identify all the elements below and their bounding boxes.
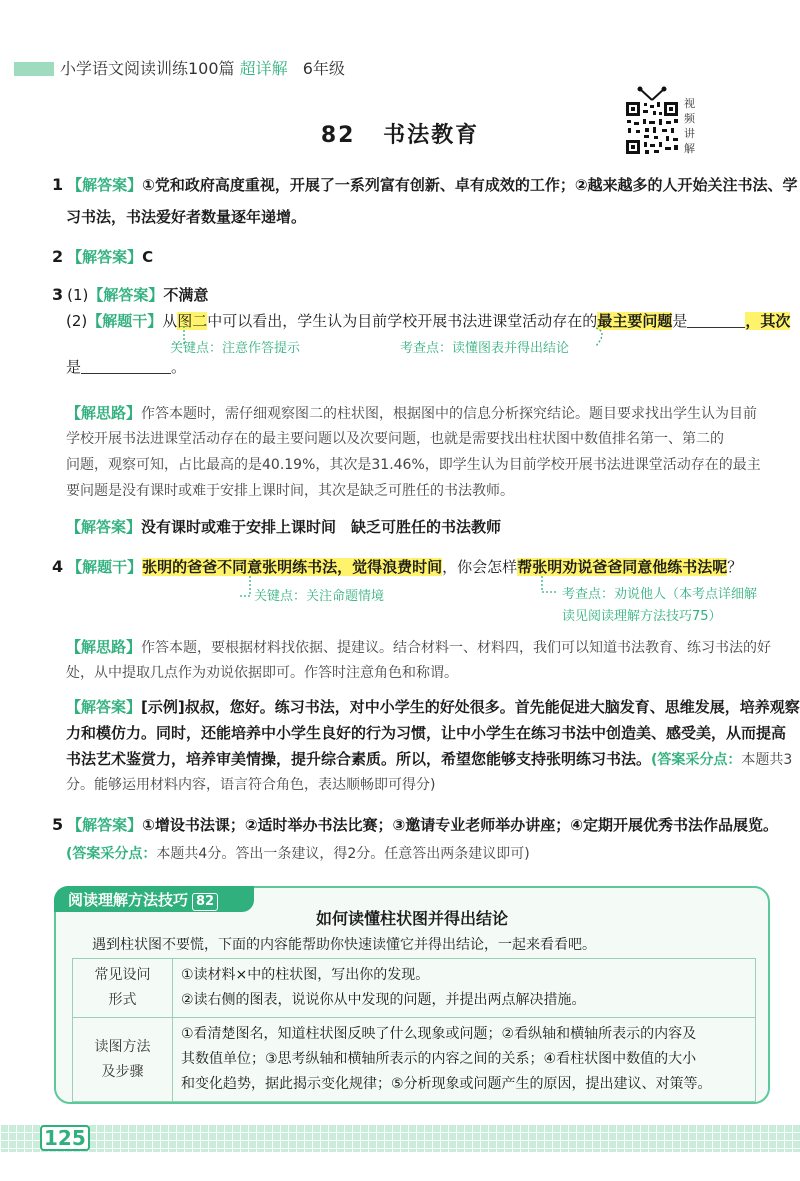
q4-note2-arrow-icon [538,574,560,598]
q3-stem-8: 。 [171,358,187,376]
method-row-content [173,959,756,1018]
q3-blank-2[interactable] [81,358,171,374]
q4-highlight-situation: 张明的爸爸不同意张明练书法，觉得浪费时间 [142,558,443,576]
page-footer-pattern [0,1124,800,1152]
q1-line1 [52,174,798,196]
q4-answer-line1 [66,696,800,718]
method-row-line: 其数值单位；③思考纵轴和横轴所表示的内容之间的关系；④看柱状图中数值的大小 [181,1051,697,1067]
chapter-number: 82 [320,123,356,148]
q5-number: 5 [52,815,64,834]
q4-score-tag: (答案采分点： [651,752,742,768]
method-row-line: ①看清楚图名，知道柱状图反映了什么现象或问题；②看纵轴和横轴所表示的内容及 [181,1026,697,1042]
method-row-header-2: 形式 [108,992,137,1008]
q2-line [52,246,153,268]
q3-highlight-figure: 图二 [177,312,208,330]
q4-stem-4: ？ [727,558,743,576]
method-row-line: ②读右侧的图表，说说你从中发现的问题，并提出两点解决措施。 [181,992,586,1008]
q4-think-tag: 【解思路】 [66,638,142,656]
method-row [73,1018,756,1102]
q4-think1 [66,636,771,659]
q4-answer-line3 [66,748,792,771]
q3-think1 [66,402,757,425]
q3-line3 [66,356,186,378]
q3-stem-5: 是 [672,312,688,330]
q3-note1-arrow-icon [170,324,186,346]
q3-answer1: 不满意 [163,286,209,304]
q3-think-tag: 【解思路】 [66,404,142,422]
q3-note1 [170,336,300,360]
q2-number: 2 [52,247,64,266]
q3-stem-tag: 【解题干】 [87,312,163,330]
method-tab-label: 阅读理解方法技巧 [68,891,189,909]
method-row-line: ①读材料×中的柱状图，写出你的发现。 [181,967,430,983]
q4-answer-tag: 【解答案】 [66,698,142,716]
method-row-content [173,1018,756,1102]
q4-note1-arrow-icon [236,574,254,600]
q1-answer-text: ①党和政府高度重视，开展了一系列富有创新、卓有成效的工作；②越来越多的人开始关注书法、学 [142,176,798,194]
method-row-header-1: 读图方法 [94,1038,151,1055]
book-title-text: 小学语文阅读训练100篇 [60,59,235,78]
method-title: 如何读懂柱状图并得出结论 [315,909,508,928]
method-row-header-2: 及步骤 [101,1063,144,1080]
q3-stem-3: 中可以看出，学生认为目前学校开展书法进课堂活动存在的 [207,312,598,330]
q2-answer-tag: 【解答案】 [67,248,143,266]
q5-answer-tag: 【解答案】 [67,816,143,834]
qr-label: 视频讲解 [684,97,695,155]
q4-think2: 处，从中提取几点作为劝说依据即可。作答时注意角色和称谓。 [66,665,458,681]
q3-line1 [52,284,208,306]
q3-note-keypoint: 关键点：注意作答提示 [170,341,301,356]
chapter-name: 书法教育 [383,123,480,148]
q3-blank-1[interactable] [687,312,745,328]
method-row-header [73,1018,173,1102]
q4-score-1: 本题共3 [741,752,793,768]
tv-antenna-icon [634,86,670,102]
q4-answer-2: 力和模仿力。同时，还能培养中小学生良好的行为习惯，让中小学生在练习书法中创造美、感受美，从而提高 [66,724,787,742]
q1-line2 [66,206,306,228]
method-row [73,959,756,1018]
q3-answer-tag: 【解答案】 [88,286,164,304]
q3-think2: 学校开展书法进课堂活动存在的最主要问题以及次要问题，也就是需要找出柱状图中数值排名第一、第二的 [66,431,724,447]
q3-answer2: 没有课时或难于安排上课时间 缺乏可胜任的书法教师 [141,518,502,536]
method-intro: 遇到柱状图不要慌，下面的内容能帮助你快速读懂它并得出结论，一起来看看吧。 [92,937,596,953]
q5-answer: ①增设书法课；②适时举办书法比赛；③邀请专业老师举办讲座；④定期开展优秀书法作品展览。 [142,816,778,834]
page-number: 125 [40,1125,90,1151]
q3-highlight-main-problem: 最主要问题 [597,312,673,330]
q4-answer-1: [示例]叔叔，您好。练习书法，对中小学生的好处很多。首先能促进大脑发育、思维发展，培养观察 [141,698,800,716]
method-row-header-1: 常见设问 [94,967,151,983]
q3-think-text-1: 作答本题时，需仔细观察图二的柱状图，根据图中的信息分析探究结论。题目要求找出学生认为目前 [141,406,758,422]
q3-stem-1: 从 [162,312,178,330]
q2-answer: C [142,248,154,266]
q1-number: 1 [52,175,64,194]
q5-line1 [52,814,778,836]
header-color-bar [14,62,54,76]
q4-note-keypoint: 关键点：关注命题情境 [254,589,385,604]
q5-score-tag: (答案采分点： [66,846,157,862]
book-grade: 6年级 [302,59,345,78]
q3-highlight-next: ，其次 [745,312,791,330]
q1-answer-text-2: 习书法，书法爱好者数量逐年递增。 [66,208,307,226]
q3-note2 [400,336,569,360]
method-tab-number: 82 [192,893,218,911]
book-title [60,56,345,79]
q4-line1 [52,556,742,578]
q4-stem-2: ，你会怎样 [442,558,518,576]
q3-stem-7: 是 [66,358,82,376]
book-title-accent: 超详解 [239,59,288,78]
q3-sub1: (1) [67,286,89,304]
q4-note2b [562,604,722,628]
q4-number: 4 [52,557,64,576]
q3-answer2-tag: 【解答案】 [66,518,142,536]
q4-highlight-task: 帮张明劝说爸爸同意他练书法呢 [517,558,728,576]
chapter-title [0,118,800,149]
qr-code-icon[interactable] [624,100,680,156]
q3-answer2-line [66,516,501,538]
q4-score-2: 分。能够运用材料内容，语言符合角色，表达顺畅即可得分) [66,777,436,793]
q5-score: 本题共4分。答出一条建议，得2分。任意答出两条建议即可) [156,846,530,862]
q3-number: 3 [52,285,64,304]
q4-note-examine: 考查点：劝说他人（本考点详细解 [562,587,758,602]
q3-think3: 问题，观察可知，占比最高的是40.19%，其次是31.46%，即学生认为目前学校开展书法进课堂活动存在的最主 [66,457,761,473]
q1-answer-tag: 【解答案】 [67,176,143,194]
q4-note2 [562,582,757,606]
q4-answer-3: 书法艺术鉴赏力，培养审美情操，提升综合素质。所以，希望您能够支持张明练习书法。 [66,750,652,768]
page-header [0,0,800,110]
q3-note-examine: 考查点：读懂图表并得出结论 [400,341,570,356]
q4-note1 [254,584,384,608]
q5-line2 [66,842,530,865]
q4-stem-tag: 【解题干】 [67,558,143,576]
q4-think-text-1: 作答本题，要根据材料找依据、提建议。结合材料一、材料四，我们可以知道书法教育、练习书法的好 [141,640,772,656]
q4-note-examine-2: 读见阅读理解方法技巧75） [562,609,722,624]
q3-note2-arrow-icon [592,326,612,348]
method-table [72,958,756,1102]
method-row-line: 和变化趋势，据此揭示变化规律；⑤分析现象或问题产生的原因，提出建议、对策等。 [181,1076,712,1092]
q3-think4: 要问题是没有课时或难于安排上课时间，其次是缺乏可胜任的书法教师。 [66,483,514,499]
q3-sub2: (2) [66,312,88,330]
method-row-header [73,959,173,1018]
